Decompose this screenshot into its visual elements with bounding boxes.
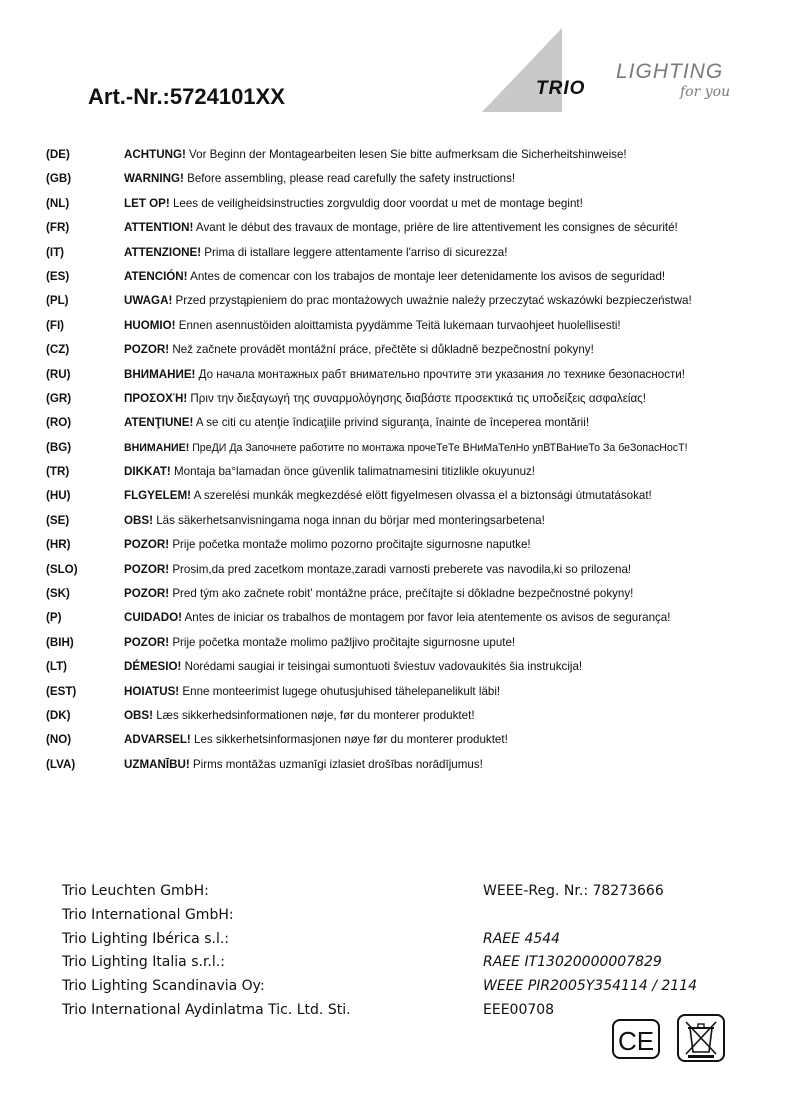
warning-keyword: ACHTUNG!	[124, 148, 186, 161]
warning-keyword: POZOR!	[124, 562, 170, 576]
language-code: (GR)	[46, 391, 72, 405]
weee-fi-registration: WEEE PIR2005Y354114 / 2114	[483, 978, 697, 995]
warning-text	[124, 606, 670, 630]
language-code: (SE)	[46, 513, 70, 527]
warning-keyword: POZOR!	[124, 538, 170, 552]
language-code: (BIH)	[46, 635, 74, 649]
warning-keyword: POZOR!	[124, 635, 170, 649]
warning-keyword: LET OP!	[124, 196, 170, 210]
warning-keyword: POZOR!	[124, 343, 170, 357]
warning-body: Pirms montāžas uzmanīgi izlasiet drošības norādījumus!	[189, 757, 483, 771]
warning-body: ПреДИ Да Започнете работите по монтажа прочеТеТе ВНиМаТелНо упВТВаНиеТо За беЗопасНосТ!	[189, 441, 688, 454]
language-code: (NL)	[46, 196, 70, 210]
warning-body: Avant le début des travaux de montage, prière de lire attentivement les consignes de sécurité!	[193, 221, 678, 235]
warning-keyword: ΠΡΟΣΟΧΉ!	[124, 391, 188, 405]
warning-row	[46, 411, 786, 435]
warning-text	[124, 265, 665, 289]
warning-row	[46, 338, 786, 362]
raee-it-registration: RAEE IT13020000007829	[483, 954, 662, 971]
language-code: (NO)	[46, 733, 72, 747]
language-code: (TR)	[46, 465, 70, 479]
warning-row	[46, 728, 786, 752]
language-code: (CZ)	[46, 343, 70, 357]
language-code: (P)	[46, 611, 62, 625]
language-code: (DK)	[46, 708, 71, 722]
warning-body: Before assembling, please read carefully the safety instructions!	[183, 172, 516, 186]
warning-text	[124, 460, 535, 484]
language-code: (DE)	[46, 148, 70, 161]
eee-tr-registration: EEE00708	[483, 1001, 555, 1018]
warning-body: Prije početka montaže molimo pozorno pročitajte sigurnosne naputke!	[169, 538, 531, 552]
company-list	[62, 880, 351, 1023]
weee-registration: WEEE-Reg. Nr.: 78273666	[483, 883, 664, 899]
logo-lighting: LIGHTING	[616, 60, 724, 83]
warning-body: Lees de veiligheidsinstructies zorgvuldig door voordat u met de montage begint!	[169, 196, 583, 210]
ce-mark-text: CE	[617, 1026, 655, 1056]
warning-keyword: OBS!	[124, 708, 153, 722]
language-code: (HU)	[46, 489, 71, 503]
language-code: (SK)	[46, 587, 70, 601]
warning-keyword: ATENŢIUNE!	[124, 416, 194, 430]
warning-text	[124, 167, 515, 191]
warning-text	[124, 411, 589, 435]
warning-keyword: HUOMIO!	[124, 318, 176, 332]
trio-lighting-logo	[480, 26, 780, 116]
warning-body: Než začnete provádět montážní práce, přečtěte si důkladně bezpečnostní pokyny!	[169, 343, 594, 357]
warning-row	[46, 387, 786, 411]
registration-list	[483, 880, 697, 1023]
warning-body: A se citi cu atenţie îndicaţiile privind siguranţa, înainte de începerea montării!	[193, 416, 590, 430]
warning-text	[124, 728, 508, 752]
warning-body: Antes de iniciar os trabalhos de montagem por favor leia atentemente os avisos de segurança!	[181, 611, 671, 625]
warning-row	[46, 582, 786, 606]
warning-body: Prima di istallare leggere attentamente l'arriso di sicurezza!	[201, 245, 508, 259]
warning-text	[124, 582, 633, 606]
company-name: Trio Lighting Scandinavia Oy:	[62, 978, 265, 995]
warning-keyword: ATENCIÓN!	[124, 269, 188, 283]
warning-text	[124, 484, 652, 508]
warning-keyword: ВНИМАНИЕ!	[124, 441, 190, 454]
warning-text	[124, 436, 688, 460]
warning-keyword: WARNING!	[124, 172, 184, 186]
language-code: (LVA)	[46, 757, 76, 771]
warning-keyword: UWAGA!	[124, 294, 173, 308]
warning-keyword: DIKKAT!	[124, 465, 171, 479]
warning-body: Vor Beginn der Montagearbeiten lesen Sie bitte aufmerksam die Sicherheitshinweise!	[185, 148, 627, 161]
weee-crossed-bin-icon	[678, 1015, 724, 1061]
warning-row	[46, 704, 786, 728]
language-code: (GB)	[46, 172, 72, 186]
warning-keyword: OBS!	[124, 513, 153, 527]
warning-text	[124, 314, 621, 338]
warning-text	[124, 680, 500, 704]
warning-keyword: UZMANĪBU!	[124, 757, 190, 771]
language-code: (HR)	[46, 538, 71, 552]
warning-body: Prije početka montaže molimo pažljivo pročitajte sigurnosne upute!	[169, 635, 516, 649]
raee-es-registration: RAEE 4544	[483, 930, 561, 947]
warning-text	[124, 533, 531, 557]
warning-body: Læs sikkerhedsinformationen nøje, før du monterer produktet!	[152, 708, 475, 722]
warning-row	[46, 192, 786, 216]
warning-row	[46, 680, 786, 704]
warning-text	[124, 631, 515, 655]
warning-text	[124, 338, 594, 362]
company-name: Trio Lighting Italia s.r.l.:	[62, 954, 225, 971]
warning-row	[46, 460, 786, 484]
warning-row	[46, 655, 786, 679]
language-code: (ES)	[46, 269, 70, 283]
warning-body: Prosim,da pred zacetkom montaze,zaradi varnosti preberete vas navodila,ki so prilozena!	[169, 562, 632, 576]
safety-warnings-list	[46, 143, 786, 777]
warning-keyword: ADVARSEL!	[124, 733, 191, 747]
warning-row	[46, 509, 786, 533]
language-code: (RO)	[46, 416, 72, 430]
warning-body: До начала монтажных рабт внимательно прочтите эти указания ло технике безопасности!	[195, 367, 686, 381]
warning-text	[124, 558, 631, 582]
warning-row	[46, 265, 786, 289]
warning-row	[46, 533, 786, 557]
warning-row	[46, 289, 786, 313]
warning-body: Les sikkerhetsinformasjonen nøye før du monterer produktet!	[190, 733, 508, 747]
logo-brand: TRIO	[536, 78, 586, 99]
warning-row	[46, 314, 786, 338]
warning-text	[124, 192, 583, 216]
language-code: (FI)	[46, 318, 65, 332]
warning-body: Enne monteerimist lugege ohutusjuhised tähelepanelikult läbi!	[179, 684, 501, 698]
warning-row	[46, 558, 786, 582]
warning-row	[46, 484, 786, 508]
warning-body: Norédami saugiai ir teisingai sumontuoti šviestuv vadovaukités šia instrukcija!	[181, 660, 583, 674]
warning-text	[124, 216, 678, 240]
warning-row	[46, 167, 786, 191]
warning-text	[124, 387, 646, 411]
language-code: (IT)	[46, 245, 65, 259]
warning-row	[46, 143, 786, 167]
language-code: (PL)	[46, 294, 69, 308]
warning-row	[46, 363, 786, 387]
company-name: Trio International Aydinlatma Tic. Ltd. Sti.	[62, 1001, 351, 1018]
warning-body: Πριν την διεξαγωγή της συναρμολόγησης διαβάστε προσεκτικά τις υποδείξεις ασφαλείας!	[187, 391, 646, 405]
warning-row	[46, 436, 786, 460]
warning-row	[46, 216, 786, 240]
warning-keyword: DÉMESIO!	[124, 660, 182, 674]
warning-keyword: CUIDADO!	[124, 611, 182, 625]
language-code: (BG)	[46, 440, 72, 454]
warning-body: Montaja ba°lamadan önce güvenlik talimatnamesini titizlikle okuyunuz!	[170, 465, 536, 479]
certification-marks	[612, 1014, 728, 1064]
warning-body: A szerelési munkák megkezdésé elött figyelmesen olvassa el a biztonsági útmutatásokat!	[190, 489, 652, 503]
warning-keyword: FLGYELEM!	[124, 489, 191, 503]
warning-keyword: POZOR!	[124, 587, 170, 601]
warning-body: Przed przystąpieniem do prac montażowych uważnie należy przeczytać wskazówki bezpieczeństwa!	[172, 294, 692, 308]
warning-body: Pred tým ako začnete robit' montážne práce, prečítajte si dôkladne bezpečnostné pokyny!	[169, 587, 634, 601]
warning-body: Ennen asennustöiden aloittamista pyydämme Teitä lukemaan turvaohjeet huolellisesti!	[175, 318, 621, 332]
warning-keyword: HOIATUS!	[124, 684, 180, 698]
language-code: (LT)	[46, 660, 68, 674]
warning-row	[46, 241, 786, 265]
warning-text	[124, 241, 507, 265]
language-code: (RU)	[46, 367, 71, 381]
language-code: (SLO)	[46, 562, 78, 576]
ce-mark-icon	[613, 1020, 659, 1058]
warning-text	[124, 704, 475, 728]
company-name: Trio Leuchten GmbH:	[62, 883, 209, 899]
language-code: (FR)	[46, 221, 70, 235]
warning-body: Antes de comencar con los trabajos de montaje leer detenidamente los avisos de seguridad!	[187, 269, 666, 283]
warning-body: Läs säkerhetsanvisningama noga innan du börjar med monteringsarbetena!	[152, 513, 545, 527]
logo-tagline: for you	[680, 84, 731, 100]
article-number: Art.-Nr.:5724101XX	[88, 84, 285, 109]
warning-text	[124, 655, 582, 679]
warning-row	[46, 631, 786, 655]
language-code: (EST)	[46, 684, 77, 698]
warning-text	[124, 289, 692, 313]
warning-row	[46, 606, 786, 630]
company-name: Trio Lighting Ibérica s.l.:	[62, 930, 229, 947]
warning-text	[124, 143, 627, 167]
warning-row	[46, 753, 786, 777]
warning-text	[124, 753, 483, 777]
warning-keyword: ATTENZIONE!	[124, 245, 202, 259]
warning-text	[124, 509, 545, 533]
warning-text	[124, 363, 685, 387]
warning-keyword: ВНИМАНИЕ!	[124, 367, 196, 381]
warning-keyword: ATTENTION!	[124, 221, 194, 235]
company-name: Trio International GmbH:	[62, 906, 234, 923]
